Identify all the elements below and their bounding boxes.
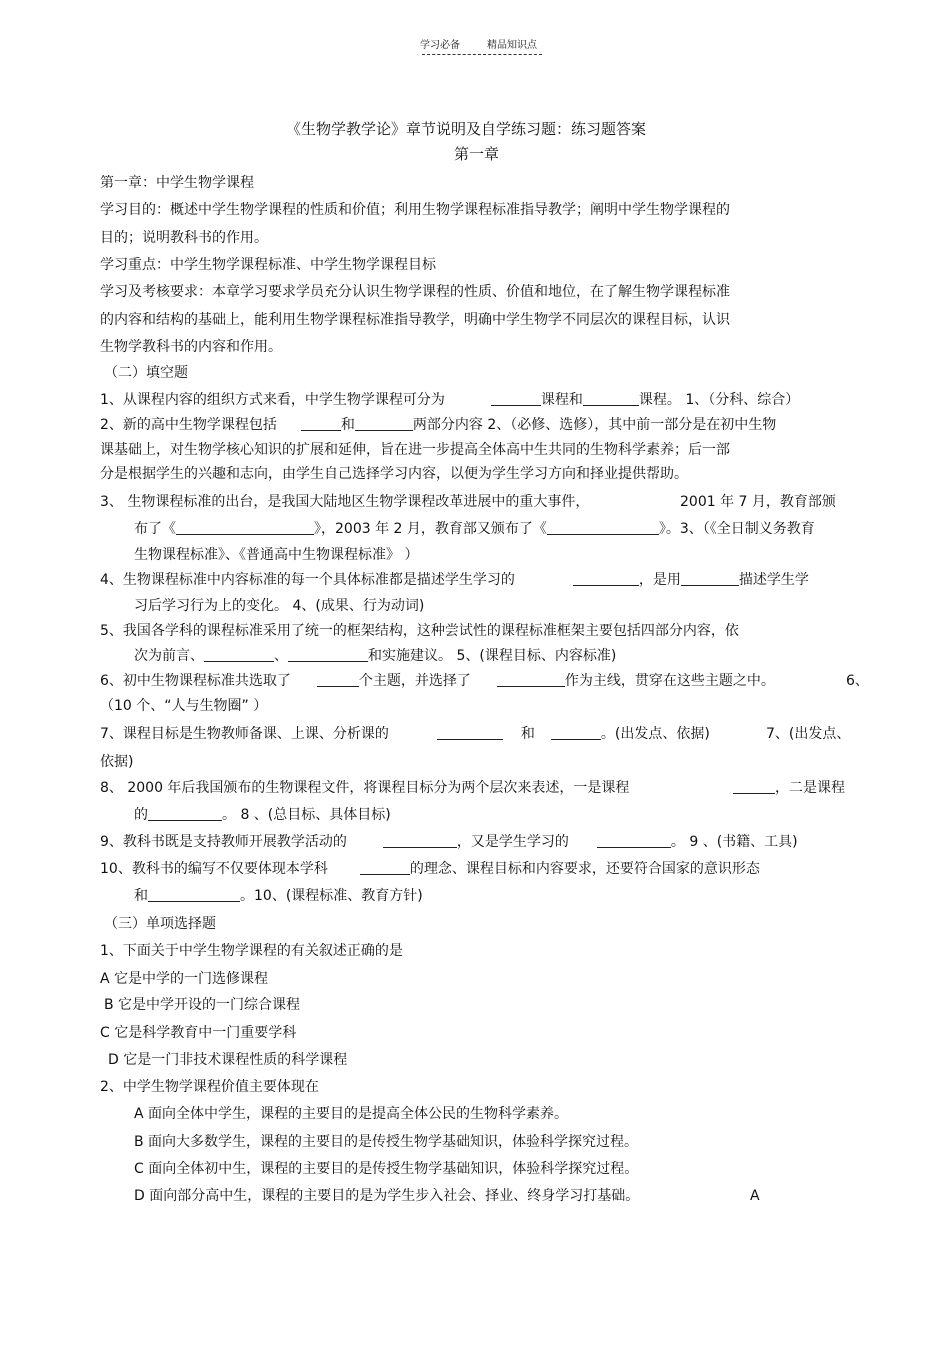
mc2-option-d: D 面向部分高中生，课程的主要目的是为学生步入社会、择业、终身学习打基础。 — [134, 1188, 640, 1204]
q8-line-1-end: ，二是课程 — [733, 779, 845, 797]
header-right: 精品知识点 — [487, 40, 537, 51]
header-divider — [422, 54, 542, 55]
q7-line-2: 依据) — [100, 754, 134, 770]
mc1-stem: 1、下面关于中学生物学课程的有关叙述正确的是 — [100, 943, 403, 959]
q4-line-1: 4、生物课程标准中内容标准的每一个具体标准都是描述学生学习的 ，是用 描述学生学 — [100, 572, 809, 588]
objective-line-2: 目的；说明教科书的作用。 — [100, 230, 268, 246]
chapter-heading: 第一章 — [454, 145, 500, 163]
q7-line-1: 7、课程目标是生物教师备课、上课、分析课的 和 。(出发点、依据) — [100, 726, 710, 742]
requirements-line-1: 学习及考核要求：本章学习要求学员充分认识生物学课程的性质、价值和地位，在了解生物学课程标准 — [100, 284, 730, 300]
mc2-option-b: B 面向大多数学生，课程的主要目的是传授生物学基础知识，体验科学探究过程。 — [134, 1134, 639, 1150]
q6-line-2: （10 个、“人与生物圈” ） — [100, 698, 268, 714]
mc2-stem: 2、中学生物学课程价值主要体现在 — [100, 1079, 319, 1095]
q1-line-1: 1、从课程内容的组织方式来看，中学生物学课程可分为 课程和 课程。 1、（分科、综合） — [100, 392, 800, 408]
q5-line-1: 5、我国各学科的课程标准采用了统一的框架结构，这种尝试性的课程标准框架主要包括四部分内容，依 — [100, 623, 739, 639]
chapter-title: 第一章：中学生物学课程 — [100, 175, 254, 191]
requirements-line-2: 的内容和结构的基础上，能利用生物学课程标准指导教学，明确中学生物学不同层次的课程目标，认识 — [100, 312, 730, 328]
q2-line-3: 分是根据学生的兴趣和志向，由学生自己选择学习内容，以便为学生学习方向和择业提供帮助。 — [100, 466, 688, 482]
mc1-option-b: B 它是中学开设的一门综合课程 — [104, 997, 301, 1013]
mc1-option-d: D 它是一门非技术课程性质的科学课程 — [108, 1052, 348, 1068]
q3-line-1: 3、 生物课程标准的出台，是我国大陆地区生物学课程改革进展中的重大事件， — [100, 494, 590, 510]
section-single-choice: （三）单项选择题 — [104, 916, 216, 932]
q3-line-2: 布了《 》，2003 年 2 月，教育部又颁布了《 》。3、（《全日制义务教育 — [134, 521, 815, 537]
key-points: 学习重点：中学生物学课程标准、中学生物学课程目标 — [100, 257, 436, 273]
mc2-option-a: A 面向全体中学生，课程的主要目的是提高全体公民的生物科学素养。 — [134, 1106, 569, 1122]
q6-line-1-end: 6、 — [846, 673, 869, 689]
q6-line-1: 6、初中生物课程标准共选取了 个主题，并选择了 作为主线，贯穿在这些主题之中。 — [100, 673, 775, 689]
q7-line-1-end: 7、(出发点、 — [766, 726, 851, 742]
mc1-option-c: C 它是科学教育中一门重要学科 — [100, 1025, 297, 1041]
requirements-line-3: 生物学教科书的内容和作用。 — [100, 339, 282, 355]
q3-line-3: 生物课程标准》、《普通高中生物课程标准》 ） — [134, 547, 419, 563]
document-title: 《生物学教学论》章节说明及自学练习题：练习题答案 — [286, 120, 647, 138]
q8-line-1: 8、 2000 年后我国颁布的生物课程文件，将课程目标分为两个层次来表述，一是课程 — [100, 780, 630, 796]
q10-line-2: 和 。10、(课程标准、教育方针) — [134, 888, 423, 904]
q2-line-2: 课基础上，对生物学核心知识的扩展和延伸，旨在进一步提高全体高中生共同的生物科学素养；后一部 — [100, 442, 730, 458]
q10-line-1: 10、教科书的编写不仅要体现本学科 的理念、课程目标和内容要求，还要符合国家的意识形态 — [100, 861, 760, 877]
q4-line-2: 习后学习行为上的变化。 4、(成果、行为动词) — [134, 598, 425, 614]
q3-line-1-end: 2001 年 7 月，教育部颁 — [680, 494, 836, 510]
mc2-answer: A — [750, 1188, 760, 1204]
q9-line-1: 9、教科书既是支持教师开展教学活动的 ，又是学生学习的 。 9 、(书籍、工具) — [100, 834, 798, 850]
q5-line-2: 次为前言、 、 和实施建议。 5、(课程目标、内容标准) — [134, 648, 617, 664]
objective-line-1: 学习目的：概述中学生物学课程的性质和价值；利用生物学课程标准指导教学；阐明中学生物学课程的 — [100, 202, 730, 218]
mc1-option-a: A 它是中学的一门选修课程 — [100, 971, 269, 987]
header-left: 学习必备 — [420, 40, 460, 51]
section-fill-blank: （二）填空题 — [104, 365, 188, 381]
mc2-option-c: C 面向全体初中生，课程的主要目的是传授生物学基础知识，体验科学探究过程。 — [134, 1161, 639, 1177]
q2-line-1: 2、新的高中生物学课程包括 和 两部分内容 2、（必修、选修），其中前一部分是在初中生物 — [100, 417, 777, 433]
q8-line-2: 的 。 8 、(总目标、具体目标) — [134, 807, 391, 823]
